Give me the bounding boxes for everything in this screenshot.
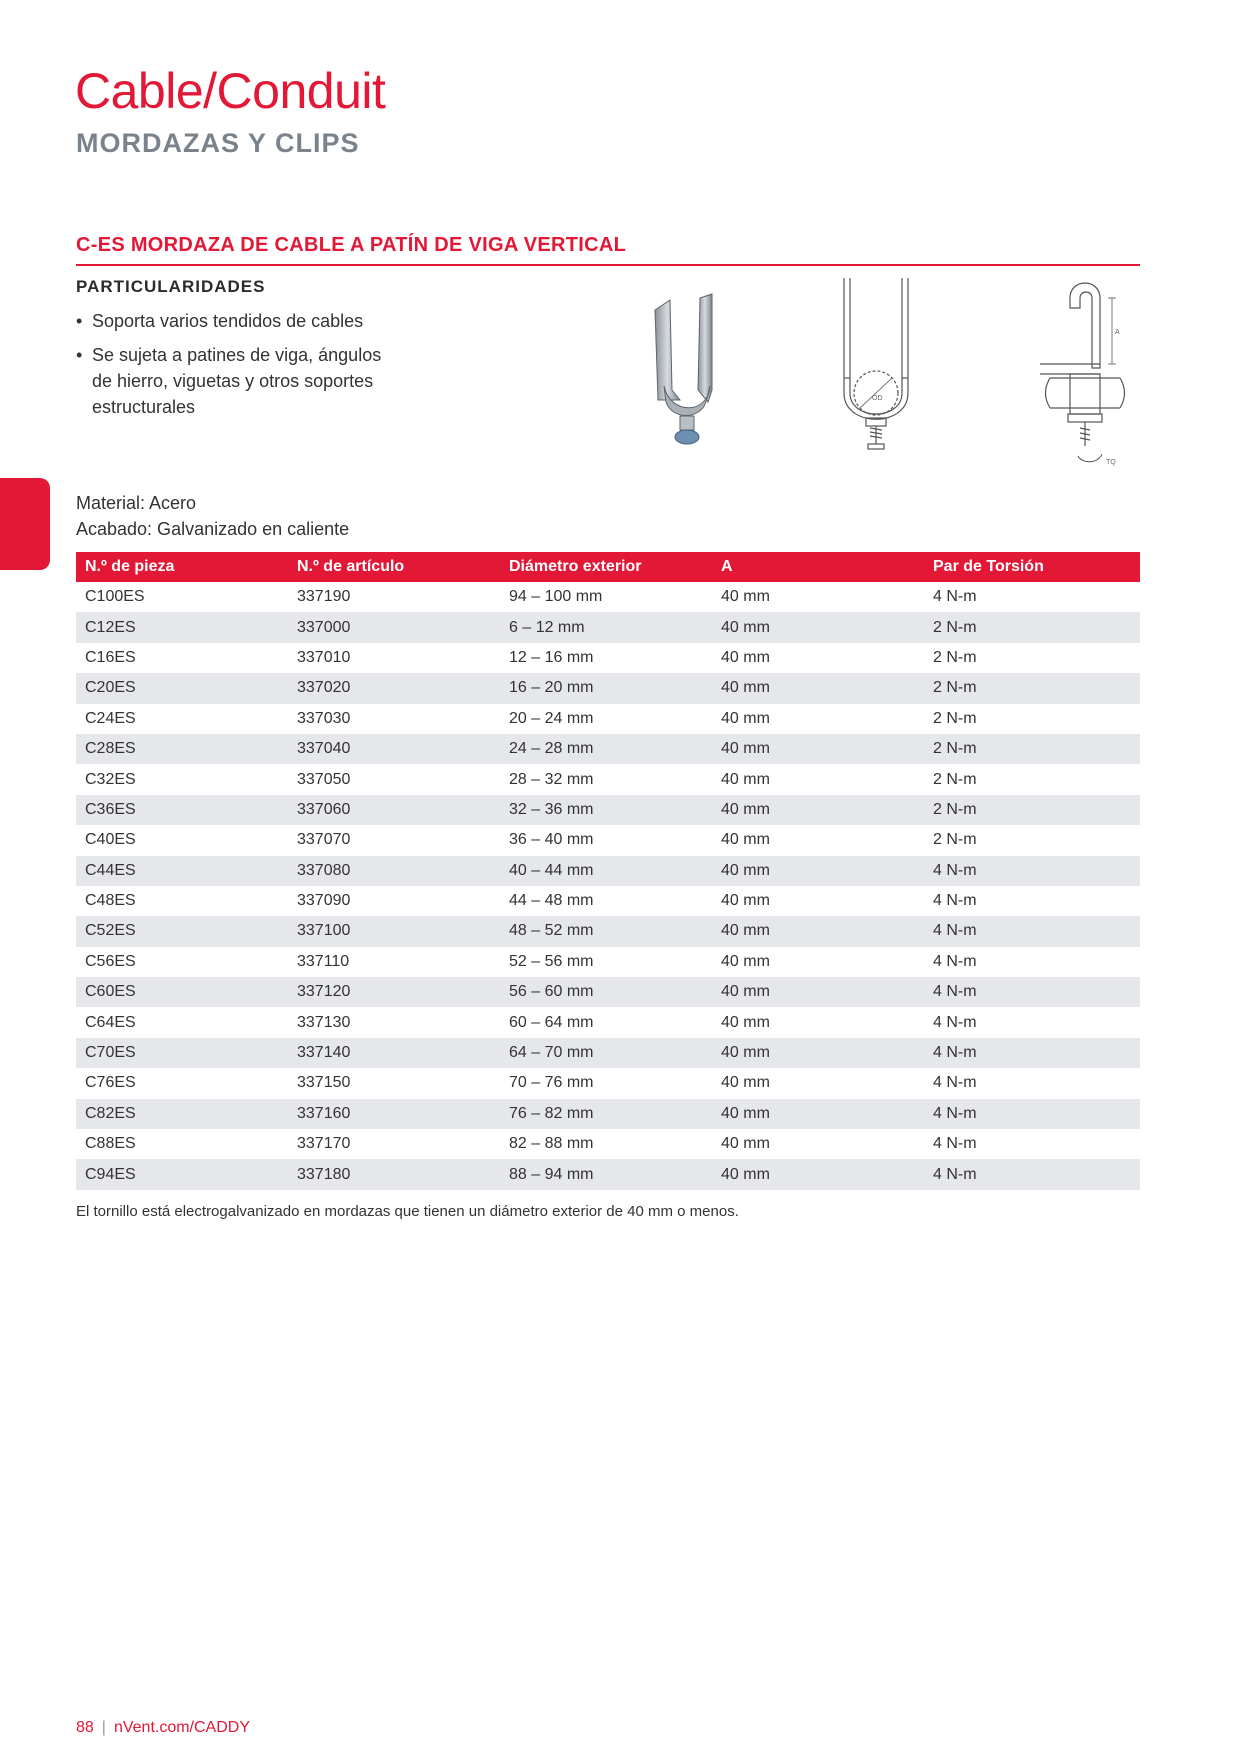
page-subtitle: MORDAZAS Y CLIPS [76,128,360,158]
cell-outer-diameter: 76 – 82 mm [500,1099,712,1129]
cell-torque: 4 N-m [924,856,1140,886]
table-row [76,795,1140,825]
cell-outer-diameter: 70 – 76 mm [509,1074,594,1092]
cell-a: 40 mm [721,1013,770,1031]
cell-torque: 4 N-m [933,588,977,606]
cell-outer-diameter: 28 – 32 mm [509,770,594,788]
header-outer-diameter: Diámetro exterior [500,552,712,582]
footer-separator: | [101,1719,106,1736]
table-row [76,947,1140,977]
table-header-row [76,552,1140,582]
table-row [76,856,1140,886]
cell-a: 40 mm [721,770,770,788]
page-title: Cable/Conduit [75,63,386,119]
table-row [76,673,1140,703]
cell-part-number: C12ES [76,612,288,642]
cell-part-number: C16ES [85,648,136,666]
material-info [76,490,349,542]
cell-outer-diameter: 44 – 48 mm [509,892,594,910]
cell-outer-diameter: 94 – 100 mm [509,588,603,606]
cell-article-number: 337000 [288,612,500,642]
table-row [76,886,1140,916]
od-label: OD [872,395,883,402]
table-row [76,1159,1140,1189]
footnote: El tornillo está electrogalvanizado en mordazas que tienen un diámetro exterior de 40 mm o menos. [76,1203,739,1220]
cell-article-number: 337120 [288,977,500,1007]
table-row [76,612,1140,642]
cell-a: 40 mm [721,892,770,910]
side-view-drawing [1040,278,1140,468]
table-row [76,1038,1140,1068]
front-view-drawing [840,278,912,458]
cell-a: 40 mm [721,588,770,606]
cell-a: 40 mm [712,673,924,703]
cell-outer-diameter: 64 – 70 mm [500,1038,712,1068]
features-heading: PARTICULARIDADES [76,277,266,296]
cell-torque: 2 N-m [924,612,1140,642]
header-a: A [712,552,924,582]
cell-outer-diameter: 12 – 16 mm [509,648,594,666]
cell-article-number: 337010 [297,648,351,666]
cell-article-number: 337170 [297,1135,351,1153]
cell-outer-diameter: 16 – 20 mm [500,673,712,703]
cell-torque: 4 N-m [933,1013,977,1031]
table-row [76,1007,1140,1037]
cell-a: 40 mm [721,831,770,849]
cell-outer-diameter: 60 – 64 mm [509,1013,594,1031]
footer-site-link[interactable]: nVent.com/CADDY [113,1719,251,1736]
cell-article-number: 337030 [297,709,351,727]
cell-outer-diameter: 24 – 28 mm [500,734,712,764]
cell-article-number: 337020 [288,673,500,703]
cell-article-number: 337110 [297,952,350,970]
cell-a: 40 mm [712,612,924,642]
cell-outer-diameter: 82 – 88 mm [509,1135,594,1153]
bullet-icon: • [76,311,83,331]
bullet-icon: • [76,345,83,365]
cell-part-number: C60ES [76,977,288,1007]
cell-a: 40 mm [712,856,924,886]
cell-article-number: 337100 [288,916,500,946]
cell-torque: 4 N-m [933,892,977,910]
section-side-tab [0,478,50,570]
cell-part-number: C100ES [85,588,145,606]
header-torque: Par de Torsión [924,552,1140,582]
cell-article-number: 337150 [297,1074,351,1092]
cell-torque: 4 N-m [924,1159,1140,1189]
cell-part-number: C56ES [85,952,136,970]
cell-a: 40 mm [712,795,924,825]
cell-outer-diameter: 36 – 40 mm [509,831,594,849]
cell-article-number: 337160 [288,1099,500,1129]
table-row [76,977,1140,1007]
cell-outer-diameter: 52 – 56 mm [509,952,594,970]
header-part-number: N.º de pieza [76,552,288,582]
cell-outer-diameter: 56 – 60 mm [500,977,712,1007]
cell-outer-diameter: 88 – 94 mm [500,1159,712,1189]
cell-article-number: 337070 [297,831,351,849]
cell-a: 40 mm [721,709,770,727]
cell-article-number: 337090 [297,892,351,910]
cell-a: 40 mm [712,734,924,764]
cell-torque: 4 N-m [924,1038,1140,1068]
cell-torque: 2 N-m [933,648,977,666]
table-row [76,734,1140,764]
cell-part-number: C48ES [85,892,136,910]
cell-part-number: C82ES [76,1099,288,1129]
cell-a: 40 mm [712,1159,924,1189]
cell-a: 40 mm [712,977,924,1007]
table-row [76,704,1140,734]
cell-part-number: C28ES [76,734,288,764]
cell-article-number: 337140 [288,1038,500,1068]
cell-part-number: C70ES [76,1038,288,1068]
cell-a: 40 mm [721,648,770,666]
cell-article-number: 337080 [288,856,500,886]
cell-a: 40 mm [712,916,924,946]
cell-part-number: C20ES [76,673,288,703]
cell-part-number: C88ES [85,1135,136,1153]
cell-a: 40 mm [712,1038,924,1068]
product-photo [650,290,730,460]
cell-torque: 4 N-m [924,916,1140,946]
page-footer [76,1719,250,1737]
cell-part-number: C36ES [76,795,288,825]
cell-a: 40 mm [721,1074,770,1092]
cell-a: 40 mm [712,1099,924,1129]
cell-outer-diameter: 48 – 52 mm [500,916,712,946]
cell-part-number: C76ES [85,1074,136,1092]
finish-line: Acabado: Galvanizado en caliente [76,519,350,539]
cell-torque: 2 N-m [933,770,977,788]
table-row [76,916,1140,946]
tq-label: TQ [1106,459,1116,466]
table-row [76,643,1140,673]
cell-torque: 2 N-m [933,831,977,849]
cell-part-number: C40ES [85,831,136,849]
material-line: Material: Acero [76,493,197,513]
feature-item: • Soporta varios tendidos de cables [76,308,406,334]
features-list [76,308,406,428]
cell-article-number: 337050 [297,770,351,788]
cell-part-number: C64ES [85,1013,136,1031]
table-row [76,1129,1140,1159]
cell-torque: 4 N-m [933,1074,977,1092]
cell-outer-diameter: 32 – 36 mm [500,795,712,825]
cell-outer-diameter: 40 – 44 mm [500,856,712,886]
feature-item: • Se sujeta a patines de viga, ángulos de hierro, viguetas y otros soportes estructurales [76,342,406,420]
cell-a: 40 mm [721,1135,770,1153]
spec-table [76,552,1140,1190]
cell-torque: 2 N-m [924,673,1140,703]
table-row [76,764,1140,794]
cell-outer-diameter: 6 – 12 mm [500,612,712,642]
cell-article-number: 337130 [297,1013,351,1031]
cell-torque: 4 N-m [933,1135,977,1153]
cell-part-number: C24ES [85,709,136,727]
cell-part-number: C44ES [76,856,288,886]
cell-article-number: 337180 [288,1159,500,1189]
cell-article-number: 337040 [288,734,500,764]
cell-torque: 4 N-m [924,1099,1140,1129]
cell-torque: 2 N-m [924,734,1140,764]
cell-a: 40 mm [721,952,770,970]
cell-part-number: C94ES [76,1159,288,1189]
a-dimension-label: A [1115,329,1120,336]
cell-torque: 4 N-m [924,977,1140,1007]
cell-part-number: C52ES [76,916,288,946]
table-row [76,1099,1140,1129]
page-number: 88 [76,1719,94,1736]
cell-outer-diameter: 20 – 24 mm [509,709,594,727]
cell-torque: 4 N-m [933,952,977,970]
cell-torque: 2 N-m [933,709,977,727]
table-row [76,582,1140,612]
cell-article-number: 337060 [288,795,500,825]
cell-article-number: 337190 [297,588,351,606]
cell-part-number: C32ES [85,770,136,788]
section-title: C-ES MORDAZA DE CABLE A PATÍN DE VIGA VERTICAL [76,234,1140,266]
header-article-number: N.º de artículo [288,552,500,582]
cell-torque: 2 N-m [924,795,1140,825]
table-row [76,825,1140,855]
table-row [76,1068,1140,1098]
